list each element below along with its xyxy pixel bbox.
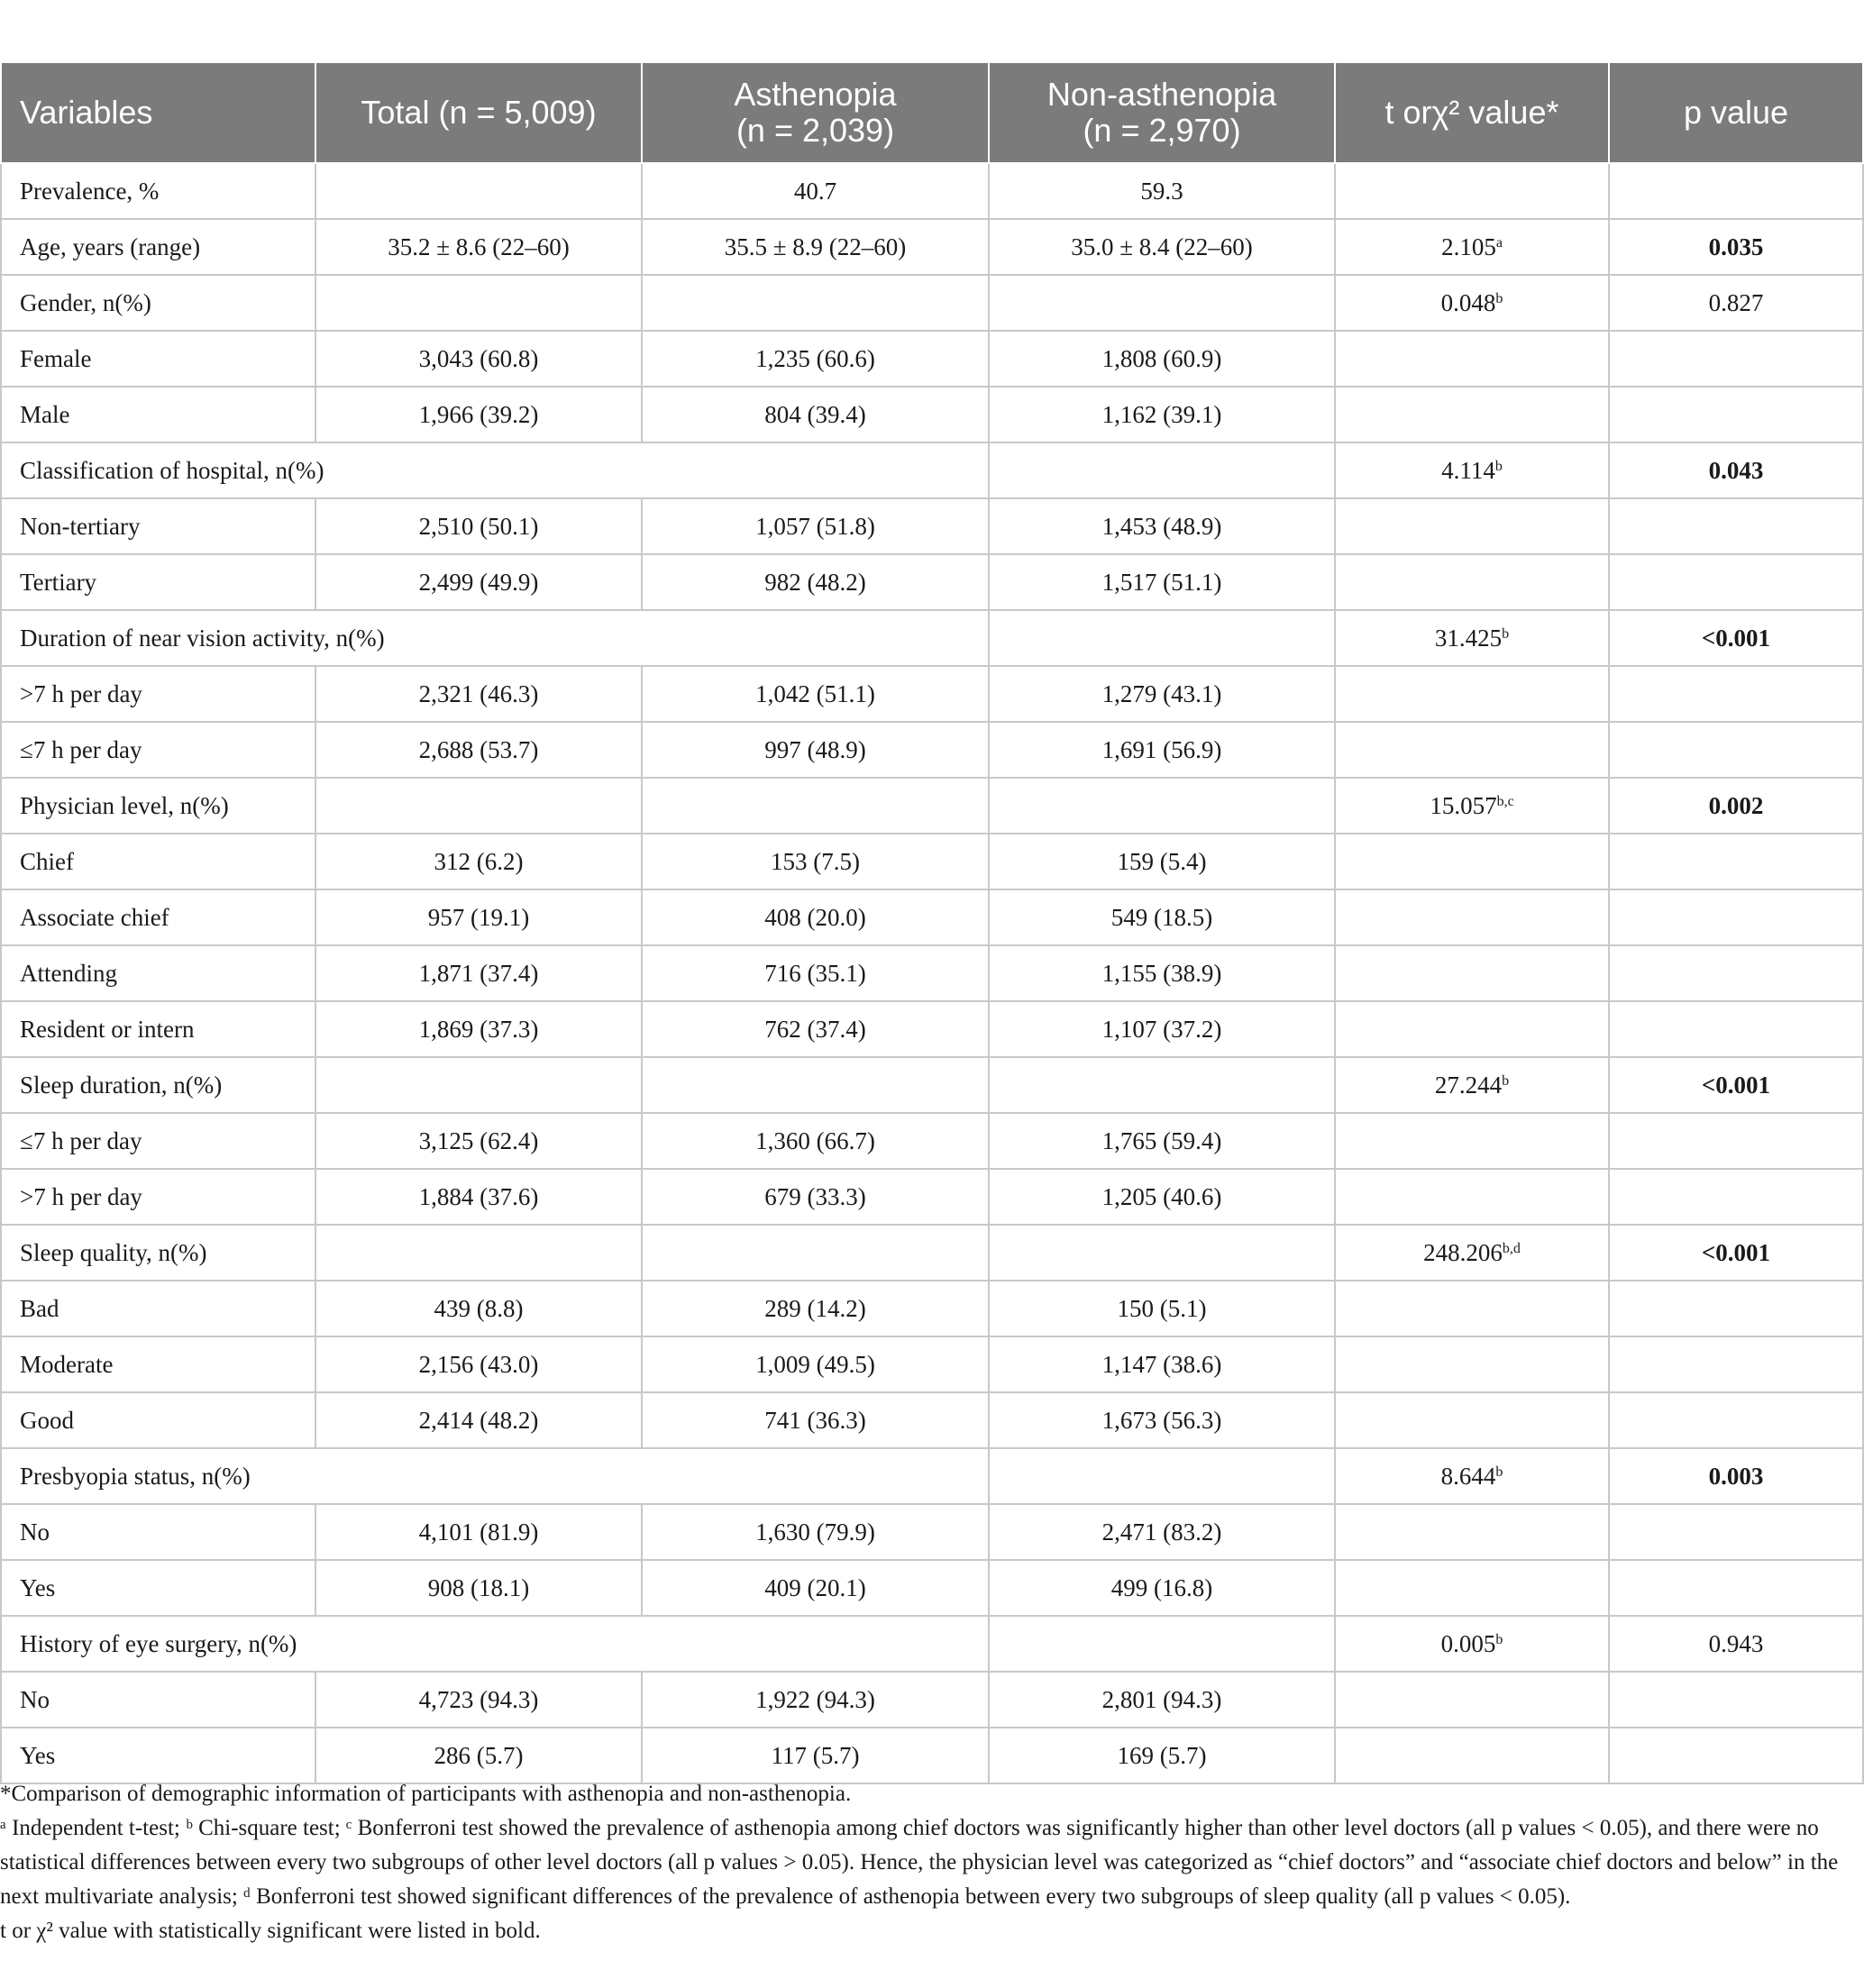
cell-asthenopia: 1,057 (51.8) — [642, 498, 989, 554]
stat-superscript: b — [1502, 625, 1510, 642]
header-asthenopia — [642, 63, 989, 163]
cell-total — [315, 163, 642, 219]
cell-total: 2,499 (49.9) — [315, 554, 642, 610]
cell-asthenopia: 1,042 (51.1) — [642, 666, 989, 722]
cell-stat-value — [1335, 219, 1609, 275]
row-label: Duration of near vision activity, n(%) — [1, 610, 989, 666]
cell-total: 1,966 (39.2) — [315, 387, 642, 442]
table-body — [1, 163, 1863, 1783]
cell-asthenopia: 1,630 (79.9) — [642, 1504, 989, 1560]
table-row — [1, 1281, 1863, 1336]
cell-stat-value — [1335, 778, 1609, 834]
cell-non-asthenopia: 59.3 — [989, 163, 1335, 219]
cell-non-asthenopia — [989, 1225, 1335, 1281]
row-label: Tertiary — [1, 554, 315, 610]
cell-total: 2,156 (43.0) — [315, 1336, 642, 1392]
cell-total: 4,101 (81.9) — [315, 1504, 642, 1560]
stat-superscript: b — [1502, 1072, 1510, 1089]
cell-total: 439 (8.8) — [315, 1281, 642, 1336]
cell-non-asthenopia: 150 (5.1) — [989, 1281, 1335, 1336]
cell-non-asthenopia: 1,673 (56.3) — [989, 1392, 1335, 1448]
cell-asthenopia — [642, 778, 989, 834]
cell-p-value: 0.035 — [1609, 219, 1863, 275]
cell-non-asthenopia: 1,808 (60.9) — [989, 331, 1335, 387]
cell-stat-value — [1335, 1169, 1609, 1225]
stat-value: 27.244 — [1434, 1071, 1503, 1099]
footnote-bold: t or χ² value with statistically significant were listed in bold. — [0, 1919, 541, 1943]
table-row — [1, 834, 1863, 889]
cell-stat-value — [1335, 610, 1609, 666]
row-label: Sleep duration, n(%) — [1, 1057, 315, 1113]
table-row — [1, 275, 1863, 331]
cell-p-value: <0.001 — [1609, 1057, 1863, 1113]
cell-stat-value — [1335, 945, 1609, 1001]
cell-asthenopia — [642, 1225, 989, 1281]
stat-value: 248.206 — [1423, 1238, 1503, 1266]
cell-non-asthenopia: 2,471 (83.2) — [989, 1504, 1335, 1560]
cell-asthenopia — [642, 1057, 989, 1113]
cell-stat-value — [1335, 1281, 1609, 1336]
cell-non-asthenopia: 1,155 (38.9) — [989, 945, 1335, 1001]
cell-p-value — [1609, 722, 1863, 778]
cell-total: 3,043 (60.8) — [315, 331, 642, 387]
cell-non-asthenopia: 159 (5.4) — [989, 834, 1335, 889]
row-label: Female — [1, 331, 315, 387]
cell-non-asthenopia: 549 (18.5) — [989, 889, 1335, 945]
cell-stat-value — [1335, 387, 1609, 442]
cell-stat-value — [1335, 498, 1609, 554]
cell-p-value: 0.003 — [1609, 1448, 1863, 1504]
cell-non-asthenopia: 499 (16.8) — [989, 1560, 1335, 1616]
cell-total: 957 (19.1) — [315, 889, 642, 945]
row-label: Prevalence, % — [1, 163, 315, 219]
cell-stat-value — [1335, 331, 1609, 387]
cell-total: 2,414 (48.2) — [315, 1392, 642, 1448]
table-row — [1, 442, 1863, 498]
cell-asthenopia: 716 (35.1) — [642, 945, 989, 1001]
table-row — [1, 945, 1863, 1001]
table-row — [1, 610, 1863, 666]
cell-stat-value — [1335, 834, 1609, 889]
cell-p-value — [1609, 498, 1863, 554]
table-row — [1, 666, 1863, 722]
stat-value: 2.105 — [1441, 233, 1496, 260]
table-row — [1, 1392, 1863, 1448]
table-row — [1, 554, 1863, 610]
demographics-table — [0, 63, 1864, 1784]
cell-asthenopia: 409 (20.1) — [642, 1560, 989, 1616]
row-label: Gender, n(%) — [1, 275, 315, 331]
cell-asthenopia: 408 (20.0) — [642, 889, 989, 945]
cell-p-value — [1609, 1169, 1863, 1225]
cell-p-value — [1609, 1113, 1863, 1169]
cell-p-value: <0.001 — [1609, 1225, 1863, 1281]
cell-stat-value — [1335, 1616, 1609, 1672]
cell-p-value: 0.043 — [1609, 442, 1863, 498]
cell-non-asthenopia: 1,147 (38.6) — [989, 1336, 1335, 1392]
cell-total: 35.2 ± 8.6 (22–60) — [315, 219, 642, 275]
header-non-asthenopia — [989, 63, 1335, 163]
row-label: Associate chief — [1, 889, 315, 945]
header-p-value: p value — [1609, 63, 1863, 163]
cell-p-value — [1609, 1560, 1863, 1616]
cell-non-asthenopia — [989, 1616, 1335, 1672]
cell-stat-value — [1335, 1001, 1609, 1057]
header-total: Total (n = 5,009) — [315, 63, 642, 163]
row-label: >7 h per day — [1, 666, 315, 722]
header-non-line1: Non-asthenopia — [1046, 76, 1277, 113]
cell-total: 1,871 (37.4) — [315, 945, 642, 1001]
cell-stat-value — [1335, 1672, 1609, 1728]
row-label: Yes — [1, 1560, 315, 1616]
cell-stat-value — [1335, 1057, 1609, 1113]
cell-stat-value — [1335, 889, 1609, 945]
table-row — [1, 387, 1863, 442]
cell-p-value — [1609, 1281, 1863, 1336]
cell-non-asthenopia: 1,453 (48.9) — [989, 498, 1335, 554]
cell-non-asthenopia: 169 (5.7) — [989, 1728, 1335, 1783]
cell-non-asthenopia: 1,107 (37.2) — [989, 1001, 1335, 1057]
cell-p-value: 0.943 — [1609, 1616, 1863, 1672]
cell-total — [315, 275, 642, 331]
table-row — [1, 1672, 1863, 1728]
cell-non-asthenopia — [989, 1448, 1335, 1504]
cell-stat-value — [1335, 1448, 1609, 1504]
cell-non-asthenopia: 1,162 (39.1) — [989, 387, 1335, 442]
cell-stat-value — [1335, 554, 1609, 610]
cell-p-value — [1609, 1672, 1863, 1728]
row-label: Attending — [1, 945, 315, 1001]
row-label: Classification of hospital, n(%) — [1, 442, 989, 498]
stat-superscript: b — [1495, 290, 1503, 306]
row-label: ≤7 h per day — [1, 722, 315, 778]
header-row — [1, 63, 1863, 163]
row-label: Bad — [1, 1281, 315, 1336]
cell-non-asthenopia: 1,517 (51.1) — [989, 554, 1335, 610]
cell-asthenopia: 804 (39.4) — [642, 387, 989, 442]
stat-superscript: b — [1495, 1464, 1503, 1480]
stat-value: 8.644 — [1440, 1462, 1496, 1490]
cell-total: 2,688 (53.7) — [315, 722, 642, 778]
cell-stat-value — [1335, 1728, 1609, 1783]
cell-asthenopia: 997 (48.9) — [642, 722, 989, 778]
row-label: Moderate — [1, 1336, 315, 1392]
table-row — [1, 331, 1863, 387]
cell-non-asthenopia — [989, 275, 1335, 331]
cell-asthenopia: 1,009 (49.5) — [642, 1336, 989, 1392]
cell-asthenopia: 1,360 (66.7) — [642, 1113, 989, 1169]
cell-p-value — [1609, 889, 1863, 945]
stat-value: 31.425 — [1434, 624, 1503, 652]
cell-stat-value — [1335, 722, 1609, 778]
cell-p-value — [1609, 666, 1863, 722]
cell-total: 312 (6.2) — [315, 834, 642, 889]
cell-asthenopia: 117 (5.7) — [642, 1728, 989, 1783]
cell-asthenopia: 40.7 — [642, 163, 989, 219]
cell-p-value: 0.002 — [1609, 778, 1863, 834]
cell-total: 3,125 (62.4) — [315, 1113, 642, 1169]
row-label: Yes — [1, 1728, 315, 1783]
cell-asthenopia: 1,235 (60.6) — [642, 331, 989, 387]
row-label: Physician level, n(%) — [1, 778, 315, 834]
cell-non-asthenopia — [989, 442, 1335, 498]
table-row — [1, 778, 1863, 834]
cell-p-value: 0.827 — [1609, 275, 1863, 331]
cell-stat-value — [1335, 1504, 1609, 1560]
cell-total: 1,869 (37.3) — [315, 1001, 642, 1057]
cell-stat-value — [1335, 1336, 1609, 1392]
table-row — [1, 219, 1863, 275]
table-row — [1, 1225, 1863, 1281]
cell-non-asthenopia: 1,279 (43.1) — [989, 666, 1335, 722]
cell-asthenopia: 35.5 ± 8.9 (22–60) — [642, 219, 989, 275]
cell-total — [315, 1225, 642, 1281]
stat-value: 0.005 — [1440, 1629, 1496, 1657]
cell-stat-value — [1335, 1560, 1609, 1616]
row-label: Chief — [1, 834, 315, 889]
cell-stat-value — [1335, 163, 1609, 219]
cell-p-value — [1609, 1001, 1863, 1057]
cell-stat-value — [1335, 666, 1609, 722]
row-label: No — [1, 1672, 315, 1728]
row-label: No — [1, 1504, 315, 1560]
cell-non-asthenopia — [989, 778, 1335, 834]
table-row — [1, 1169, 1863, 1225]
footnote-star: *Comparison of demographic information of participants with asthenopia and non-asthenopia. — [0, 1782, 852, 1806]
cell-stat-value — [1335, 442, 1609, 498]
cell-non-asthenopia: 1,205 (40.6) — [989, 1169, 1335, 1225]
cell-non-asthenopia — [989, 1057, 1335, 1113]
cell-stat-value — [1335, 1225, 1609, 1281]
cell-p-value — [1609, 834, 1863, 889]
cell-asthenopia: 679 (33.3) — [642, 1169, 989, 1225]
cell-non-asthenopia: 2,801 (94.3) — [989, 1672, 1335, 1728]
stat-superscript: a — [1495, 234, 1503, 251]
cell-non-asthenopia — [989, 610, 1335, 666]
row-label: Sleep quality, n(%) — [1, 1225, 315, 1281]
cell-stat-value — [1335, 1113, 1609, 1169]
cell-p-value — [1609, 554, 1863, 610]
table-row — [1, 1504, 1863, 1560]
cell-p-value — [1609, 1392, 1863, 1448]
row-label: Resident or intern — [1, 1001, 315, 1057]
cell-total — [315, 778, 642, 834]
table-container — [0, 63, 1862, 1784]
cell-total: 2,510 (50.1) — [315, 498, 642, 554]
cell-stat-value — [1335, 275, 1609, 331]
cell-p-value — [1609, 331, 1863, 387]
cell-non-asthenopia: 1,691 (56.9) — [989, 722, 1335, 778]
cell-asthenopia: 982 (48.2) — [642, 554, 989, 610]
stat-superscript: b — [1495, 1631, 1503, 1647]
cell-p-value — [1609, 945, 1863, 1001]
cell-p-value: <0.001 — [1609, 610, 1863, 666]
row-label: Good — [1, 1392, 315, 1448]
cell-total: 2,321 (46.3) — [315, 666, 642, 722]
table-row — [1, 722, 1863, 778]
cell-asthenopia: 289 (14.2) — [642, 1281, 989, 1336]
cell-p-value — [1609, 387, 1863, 442]
header-asthenopia-line2: (n = 2,039) — [736, 112, 895, 149]
stat-value: 0.048 — [1440, 288, 1496, 316]
cell-p-value — [1609, 1728, 1863, 1783]
header-variables: Variables — [1, 63, 315, 163]
cell-asthenopia: 1,922 (94.3) — [642, 1672, 989, 1728]
table-row — [1, 1448, 1863, 1504]
row-label: History of eye surgery, n(%) — [1, 1616, 989, 1672]
table-row — [1, 498, 1863, 554]
table-row — [1, 1113, 1863, 1169]
cell-p-value — [1609, 163, 1863, 219]
table-footnotes — [0, 1777, 1839, 1948]
cell-total: 286 (5.7) — [315, 1728, 642, 1783]
row-label: Presbyopia status, n(%) — [1, 1448, 989, 1504]
row-label: >7 h per day — [1, 1169, 315, 1225]
table-row — [1, 1616, 1863, 1672]
header-stat-value: t orχ² value* — [1335, 63, 1609, 163]
stat-value: 15.057 — [1430, 791, 1497, 819]
cell-total: 908 (18.1) — [315, 1560, 642, 1616]
table-row — [1, 1336, 1863, 1392]
stat-superscript: b,d — [1502, 1240, 1521, 1256]
stat-superscript: b — [1494, 458, 1503, 474]
table-row — [1, 163, 1863, 219]
row-label: Age, years (range) — [1, 219, 315, 275]
row-label: Male — [1, 387, 315, 442]
cell-asthenopia — [642, 275, 989, 331]
stat-superscript: b,c — [1496, 793, 1514, 809]
table-row — [1, 889, 1863, 945]
row-label: Non-tertiary — [1, 498, 315, 554]
table-row — [1, 1728, 1863, 1783]
table-row — [1, 1057, 1863, 1113]
cell-total — [315, 1057, 642, 1113]
cell-asthenopia: 153 (7.5) — [642, 834, 989, 889]
cell-p-value — [1609, 1336, 1863, 1392]
cell-non-asthenopia: 35.0 ± 8.4 (22–60) — [989, 219, 1335, 275]
table-row — [1, 1560, 1863, 1616]
row-label: ≤7 h per day — [1, 1113, 315, 1169]
cell-p-value — [1609, 1504, 1863, 1560]
cell-asthenopia: 741 (36.3) — [642, 1392, 989, 1448]
table-row — [1, 1001, 1863, 1057]
footnote-abcd: ᵃ Independent t-test; ᵇ Chi-square test; ᶜ Bonferroni test showed the prevalence of asthenopia among chief doctors was significantly higher than other level doctors (all p values < 0.05), and there were no statistical differences between every two subgroups of other level doctors (all p values > 0.05). Hence, the physician level was categorized as “chief doctors” and “associate chief doctors and below” in the next multivariate analysis; ᵈ Bonferroni test showed significant differences of the prevalence of asthenopia between every two subgroups of sleep quality (all p values < 0.05). — [0, 1816, 1839, 1909]
cell-non-asthenopia: 1,765 (59.4) — [989, 1113, 1335, 1169]
header-asthenopia-line1: Asthenopia — [734, 76, 897, 113]
cell-stat-value — [1335, 1392, 1609, 1448]
cell-asthenopia: 762 (37.4) — [642, 1001, 989, 1057]
header-non-line2: (n = 2,970) — [1083, 112, 1241, 149]
cell-total: 1,884 (37.6) — [315, 1169, 642, 1225]
cell-total: 4,723 (94.3) — [315, 1672, 642, 1728]
stat-value: 4.114 — [1441, 456, 1495, 484]
